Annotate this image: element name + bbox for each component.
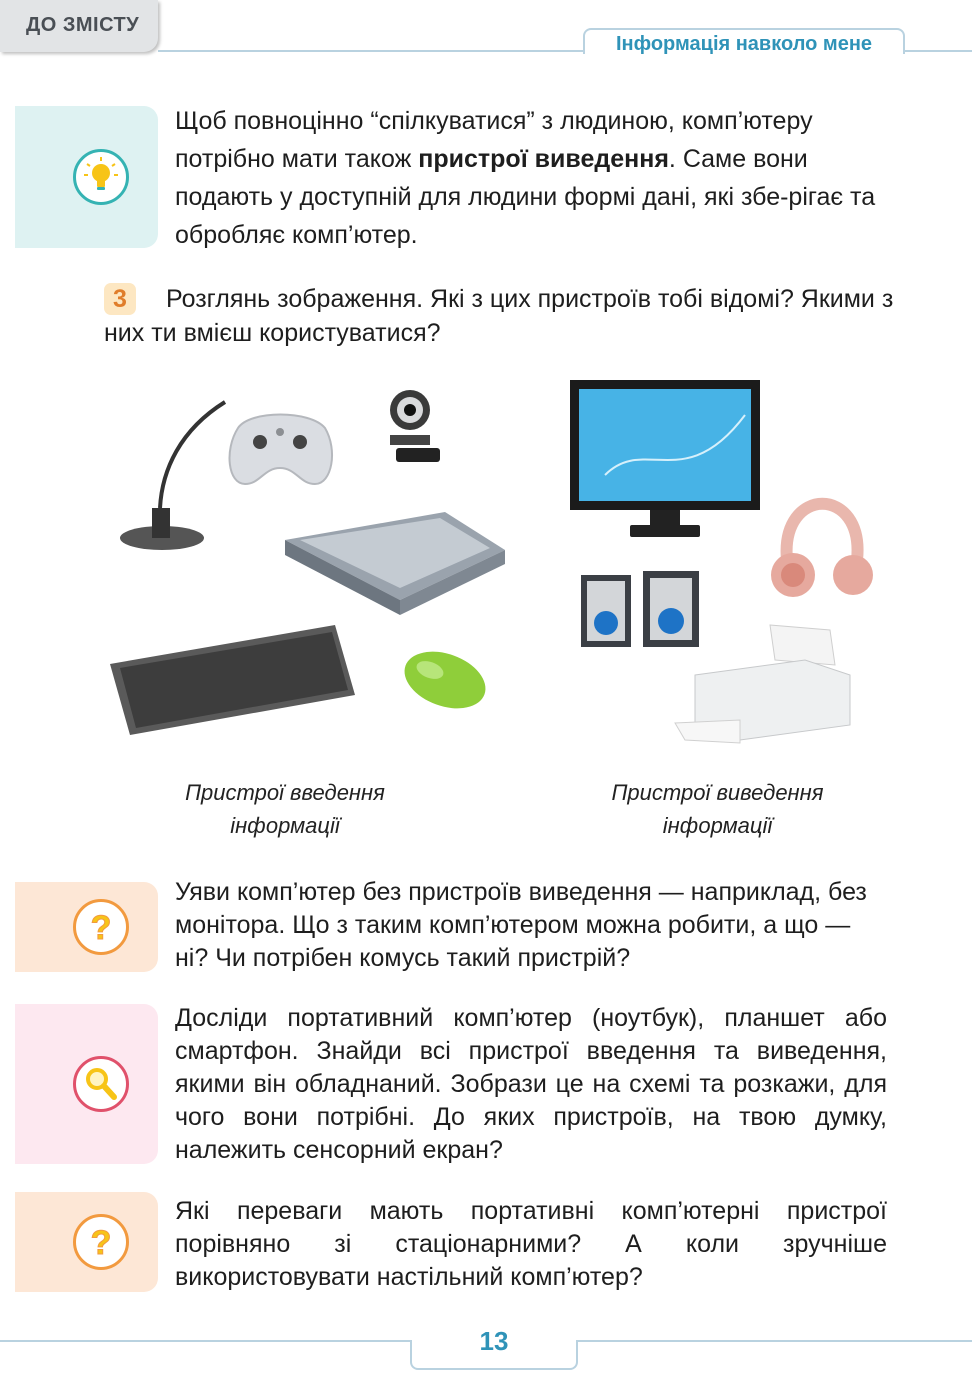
scanner-icon xyxy=(285,512,505,615)
webcam-icon xyxy=(390,390,440,462)
section-title: Інформація навколо мене xyxy=(615,33,873,55)
question-icon xyxy=(73,1214,129,1270)
intro-paragraph xyxy=(175,102,895,254)
mouse-icon xyxy=(397,641,494,719)
header-divider xyxy=(158,50,583,52)
task-paragraph xyxy=(104,282,894,350)
headphones-icon xyxy=(771,504,873,597)
question-icon-panel xyxy=(15,882,158,972)
lightbulb-icon xyxy=(73,149,129,205)
task-text: Розглянь зображення. Які з цих пристроїв тобі відомі? Якими з них ти вмієш користуватися? xyxy=(104,285,894,347)
section-tab xyxy=(583,28,905,54)
footer-divider xyxy=(0,1340,410,1342)
footer-divider xyxy=(578,1340,972,1342)
toc-label: ДО ЗМІСТУ xyxy=(26,14,140,36)
question-paragraph: Уяви комп’ютер без пристроїв виведення — наприклад, без монітора. Що з таким комп’ютером можна робити, а що — ні? Чи потрібен комусь такий пристрій? xyxy=(175,878,867,972)
intro-text: Щоб повноцінно “спілкуватися” з людиною, комп’ютеру потрібно мати також xyxy=(175,107,813,173)
microphone-icon xyxy=(120,402,225,550)
magnifier-icon xyxy=(73,1056,129,1112)
task-number-badge: 3 xyxy=(104,283,136,315)
intro-icon-panel xyxy=(15,106,158,248)
intro-text-end: . Саме вони подають у доступній для людини формі дані, які збе-рігає та обробляє комп’ютер. xyxy=(175,145,876,249)
gamepad-icon xyxy=(230,415,333,485)
caption-line: інформації xyxy=(662,813,773,838)
caption-line: Пристрої введення xyxy=(185,780,385,805)
input-devices-illustration xyxy=(100,380,520,760)
intro-bold-term: пристрої виведення xyxy=(418,145,669,173)
caption-line: Пристрої виведення xyxy=(611,780,824,805)
monitor-icon xyxy=(570,380,760,537)
header-divider xyxy=(901,50,972,52)
question-paragraph: Які переваги мають портативні комп’ютерні пристрої порівняно зі стаціонарними? А коли зручніше використовувати настільний комп’ютер? xyxy=(175,1197,887,1291)
question-icon xyxy=(73,899,129,955)
research-icon-panel xyxy=(15,1004,158,1164)
output-devices-illustration xyxy=(565,375,865,750)
input-devices-caption xyxy=(150,776,420,842)
svg-text:?: ? xyxy=(90,909,112,947)
printer-icon xyxy=(675,625,850,743)
svg-text:?: ? xyxy=(90,1224,112,1262)
output-devices-caption xyxy=(575,776,860,842)
question-icon-panel xyxy=(15,1192,158,1292)
research-paragraph: Досліди портативний комп’ютер (ноутбук), планшет або смартфон. Знайди всі пристрої введення та виведення, якими він обладнаний. Зобрази це на схемі та розкажи, для чого вони потрібні. До яких пристроїв, на твою думку, належить сенсорний екран? xyxy=(175,1004,887,1164)
toc-button[interactable] xyxy=(0,0,158,52)
caption-line: інформації xyxy=(230,813,340,838)
speakers-icon xyxy=(581,571,699,647)
page-number: 13 xyxy=(479,1326,509,1356)
keyboard-icon xyxy=(110,625,355,735)
